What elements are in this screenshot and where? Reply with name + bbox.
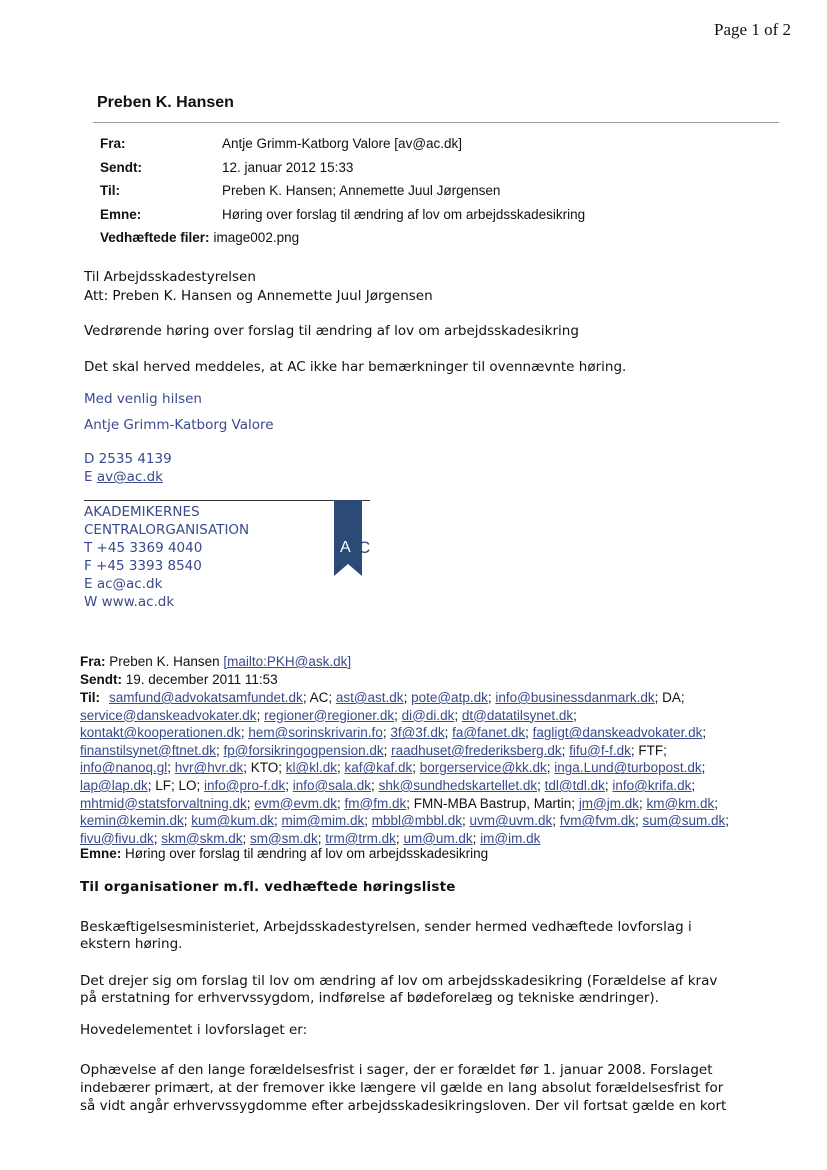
recipient-email-link[interactable]: km@km.dk: [646, 795, 715, 811]
recipient-separator: ;: [167, 760, 175, 776]
recipient-email-link[interactable]: kum@kum.dk: [191, 813, 274, 829]
greeting-line-2: Att: Preben K. Hansen og Annemette Juul Jørgensen: [84, 288, 433, 304]
signer-email-row: [84, 468, 163, 486]
recipient-separator: ;: [702, 725, 707, 741]
recipient-separator: ;: [537, 777, 545, 793]
sender-title: Preben K. Hansen: [97, 94, 234, 111]
recipient-email-link[interactable]: dt@datatilsynet.dk: [461, 707, 574, 723]
recipient-email-link[interactable]: kl@kl.dk: [285, 760, 338, 776]
recipient-email-link[interactable]: inga.Lund@turbopost.dk: [554, 760, 702, 776]
recipient-email-link[interactable]: sum@sum.dk: [642, 813, 726, 829]
org-phone: T +45 3369 4040: [84, 540, 203, 556]
recipient-line: [80, 742, 729, 760]
recipient-email-link[interactable]: kemin@kemin.dk: [80, 813, 184, 829]
recipient-email-link[interactable]: lap@lap.dk: [80, 777, 148, 793]
recipient-email-link[interactable]: service@danskeadvokater.dk: [80, 707, 257, 723]
ac-logo-letter-a: A: [340, 539, 351, 556]
recipient-email-link[interactable]: info@sala.dk: [292, 777, 372, 793]
recipient-email-link[interactable]: im@im.dk: [480, 830, 541, 846]
recipient-email-link[interactable]: trm@trm.dk: [325, 830, 396, 846]
recipient-email-link[interactable]: 3f@3f.dk: [390, 725, 445, 741]
recipient-email-link[interactable]: kaf@kaf.dk: [344, 760, 413, 776]
recipient-separator: ;: [725, 813, 729, 829]
regarding-line: Vedrørende høring over forslag til ændring af lov om arbejdsskadesikring: [84, 323, 579, 339]
recipient-separator: ;: [371, 777, 379, 793]
recipient-email-link[interactable]: hvr@hvr.dk: [174, 760, 244, 776]
recipient-separator: ;: [604, 777, 613, 793]
sent-value: 12. januar 2012 15:33: [222, 160, 354, 175]
recipient-email-link[interactable]: mbbl@mbbl.dk: [371, 813, 462, 829]
statement-line: Det skal herved meddeles, at AC ikke har bemærkninger til ovennævnte høring.: [84, 359, 627, 375]
recipient-separator: ;: [337, 795, 345, 811]
recipient-separator: ;: [634, 813, 643, 829]
ac-logo-letter-c: C: [358, 538, 371, 557]
orig-from-mailto[interactable]: [mailto:PKH@ask.dk]: [223, 654, 352, 669]
body-p1-line-2: ekstern høring.: [80, 936, 183, 952]
subject-label: Emne:: [100, 207, 142, 222]
orig-subject-value: Høring over forslag til ændring af lov om arbejdsskadesikring: [125, 846, 489, 861]
subject-row: [100, 207, 585, 222]
recipient-separator: ;: [561, 742, 570, 758]
recipient-separator: ;: [546, 760, 555, 776]
from-value: Antje Grimm-Katborg Valore [av@ac.dk]: [222, 136, 463, 151]
recipient-email-link[interactable]: um@um.dk: [403, 830, 473, 846]
recipient-email-link[interactable]: samfund@advokatsamfundet.dk: [109, 690, 303, 705]
recipient-separator: ; KTO;: [243, 760, 286, 776]
body-p3: Hovedelementet i lovforslaget er:: [80, 1022, 308, 1038]
recipient-line: [80, 759, 729, 777]
recipient-separator: ;: [472, 830, 481, 846]
recipient-separator: ;: [395, 830, 404, 846]
recipient-separator: ; AC;: [302, 690, 336, 705]
recipient-email-link[interactable]: evm@evm.dk: [254, 795, 338, 811]
recipient-separator: ;: [573, 707, 577, 723]
body-heading: Til organisationer m.fl. vedhæftede høringsliste: [80, 879, 456, 895]
recipient-separator: ;: [454, 707, 462, 723]
orig-sent-label: Sendt:: [80, 672, 122, 687]
recipient-email-link[interactable]: regioner@regioner.dk: [264, 707, 395, 723]
subject-value: Høring over forslag til ændring af lov om arbejdsskadesikring: [222, 207, 586, 222]
recipient-line: [80, 707, 729, 725]
recipient-separator: ; DA;: [654, 690, 685, 705]
recipient-list: [80, 689, 729, 847]
attachments-label: Vedhæftede filer:: [100, 230, 210, 245]
from-label: Fra:: [100, 136, 126, 151]
orig-from-label: Fra:: [80, 654, 106, 669]
recipient-email-link[interactable]: info@businessdanmark.dk: [495, 690, 655, 705]
recipient-email-link[interactable]: mhtmid@statsforvaltning.dk: [80, 795, 247, 811]
recipient-email-link[interactable]: sm@sm.dk: [249, 830, 318, 846]
recipient-email-link[interactable]: info@pro-f.dk: [204, 777, 286, 793]
page-number: Page 1 of 2: [714, 20, 791, 39]
recipient-separator: ;: [714, 795, 719, 811]
orig-sent-row: [80, 671, 278, 689]
header-divider: [93, 122, 779, 123]
recipient-email-link[interactable]: info@krifa.dk: [612, 777, 692, 793]
orig-from-row: [80, 653, 351, 671]
recipient-separator: ;: [383, 742, 392, 758]
recipient-separator: ;: [285, 777, 293, 793]
to-row: [100, 183, 500, 198]
sent-label: Sendt:: [100, 160, 142, 175]
recipient-email-link[interactable]: raadhuset@frederiksberg.dk: [391, 742, 562, 758]
recipient-separator: ;: [216, 742, 224, 758]
recipient-email-link[interactable]: pote@atp.dk: [411, 690, 488, 705]
org-name-line-1: AKADEMIKERNES: [84, 504, 200, 520]
recipient-separator: ;: [382, 725, 391, 741]
closing-line: Med venlig hilsen: [84, 391, 202, 407]
recipient-email-link[interactable]: skm@skm.dk: [161, 830, 243, 846]
recipient-separator: ;: [639, 795, 647, 811]
to-label: Til:: [100, 183, 120, 198]
recipient-separator: ;: [183, 813, 192, 829]
recipient-line: [80, 689, 729, 707]
recipient-line: [80, 795, 729, 813]
recipient-separator: ;: [274, 813, 282, 829]
recipient-separator: ;: [487, 690, 496, 705]
recipient-separator: ; FMN-MBA Bastrup, Martin;: [406, 795, 579, 811]
recipient-separator: ;: [701, 760, 706, 776]
recipient-separator: ;: [317, 830, 326, 846]
recipient-email-link[interactable]: fifu@f-f.dk: [569, 742, 631, 758]
recipient-email-link[interactable]: kontakt@kooperationen.dk: [80, 725, 241, 741]
sent-row: [100, 160, 353, 175]
recipient-email-link[interactable]: ast@ast.dk: [335, 690, 404, 705]
recipient-separator: ;: [552, 813, 560, 829]
recipient-separator: ;: [240, 725, 249, 741]
recipient-separator: ;: [691, 777, 696, 793]
direct-phone: D 2535 4139: [84, 451, 172, 467]
recipient-separator: ;: [394, 707, 402, 723]
recipient-separator: ;: [412, 760, 420, 776]
recipient-email-link[interactable]: di@di.dk: [401, 707, 455, 723]
recipient-email-link[interactable]: shk@sundhedskartellet.dk: [378, 777, 538, 793]
recipient-separator: ;: [242, 830, 250, 846]
recipient-email-link[interactable]: info@nanoq.gl: [80, 760, 168, 776]
recipient-separator: ;: [364, 813, 372, 829]
recipient-email-link[interactable]: tdl@tdl.dk: [544, 777, 605, 793]
recipient-separator: ;: [337, 760, 345, 776]
recipient-email-link[interactable]: uvm@uvm.dk: [469, 813, 553, 829]
attachment-file[interactable]: image002.png: [213, 230, 300, 245]
recipient-email-link[interactable]: hem@sorinskrivarin.fo: [248, 725, 383, 741]
recipient-email-link[interactable]: fagligt@danskeadvokater.dk: [532, 725, 703, 741]
org-fax: F +45 3393 8540: [84, 558, 202, 574]
recipient-separator: ;: [256, 707, 265, 723]
recipient-email-link[interactable]: fp@forsikringogpension.dk: [223, 742, 384, 758]
recipient-email-link[interactable]: fvm@fvm.dk: [559, 813, 635, 829]
orig-subject-label: Emne:: [80, 846, 122, 861]
recipient-separator: ;: [246, 795, 255, 811]
recipient-email-link[interactable]: finanstilsynet@ftnet.dk: [80, 742, 217, 758]
recipient-email-link[interactable]: fm@fm.dk: [344, 795, 407, 811]
org-website: W www.ac.dk: [84, 594, 175, 610]
orig-sent-value: 19. december 2011 11:53: [125, 672, 278, 687]
recipient-email-link[interactable]: borgerservice@kk.dk: [419, 760, 547, 776]
orig-to-label: Til:: [80, 690, 100, 705]
orig-subject-row: [80, 845, 488, 863]
recipient-separator: ;: [444, 725, 453, 741]
greeting-line-1: Til Arbejdsskadestyrelsen: [84, 269, 256, 285]
recipient-separator: ;: [461, 813, 470, 829]
body-p4-line-2: indebærer primært, at der fremover ikke længere vil gælde en lang absolut forældelsesfrist for: [80, 1080, 724, 1096]
body-p2-line-1: Det drejer sig om forslag til lov om ændring af lov om arbejdsskadesikring (Forældelse af krav: [80, 973, 718, 989]
org-name-line-2: CENTRALORGANISATION: [84, 522, 250, 538]
recipient-separator: ;: [403, 690, 412, 705]
body-p2-line-2: på erstatning for erhvervssygdom, indførelse af bødeforelæg og tekniske ændringer).: [80, 990, 659, 1006]
recipient-email-link[interactable]: fivu@fivu.dk: [80, 830, 154, 846]
signer-email-prefix: E: [84, 469, 97, 485]
recipient-separator: ; LF; LO;: [147, 777, 205, 793]
body-p1-line-1: Beskæftigelsesministeriet, Arbejdsskadestyrelsen, sender hermed vedhæftede lovforslag i: [80, 919, 692, 935]
recipient-email-link[interactable]: fa@fanet.dk: [452, 725, 526, 741]
org-email: E ac@ac.dk: [84, 576, 163, 592]
recipient-email-link[interactable]: jm@jm.dk: [578, 795, 640, 811]
recipient-line: [80, 812, 729, 830]
signature-rule: [84, 500, 370, 501]
signer-name: Antje Grimm-Katborg Valore: [84, 417, 274, 433]
recipient-separator: ; FTF;: [630, 742, 667, 758]
body-p4-line-3: så vidt angår erhvervssygdomme efter arbejdsskadesikringsloven. Der vil fortsat gælde en kort: [80, 1098, 727, 1114]
from-row: [100, 136, 462, 151]
attachments-row: [100, 230, 299, 245]
recipient-separator: ;: [153, 830, 162, 846]
recipient-line: [80, 724, 729, 742]
signer-email-link[interactable]: av@ac.dk: [96, 469, 163, 485]
orig-from-name: Preben K. Hansen: [109, 654, 220, 669]
to-value: Preben K. Hansen; Annemette Juul Jørgensen: [222, 183, 501, 198]
recipient-email-link[interactable]: mim@mim.dk: [281, 813, 365, 829]
recipient-line: [80, 777, 729, 795]
body-p4-line-1: Ophævelse af den lange forældelsesfrist i sager, der er forældet før 1. januar 2008. Forslaget: [80, 1062, 713, 1078]
recipient-separator: ;: [525, 725, 533, 741]
